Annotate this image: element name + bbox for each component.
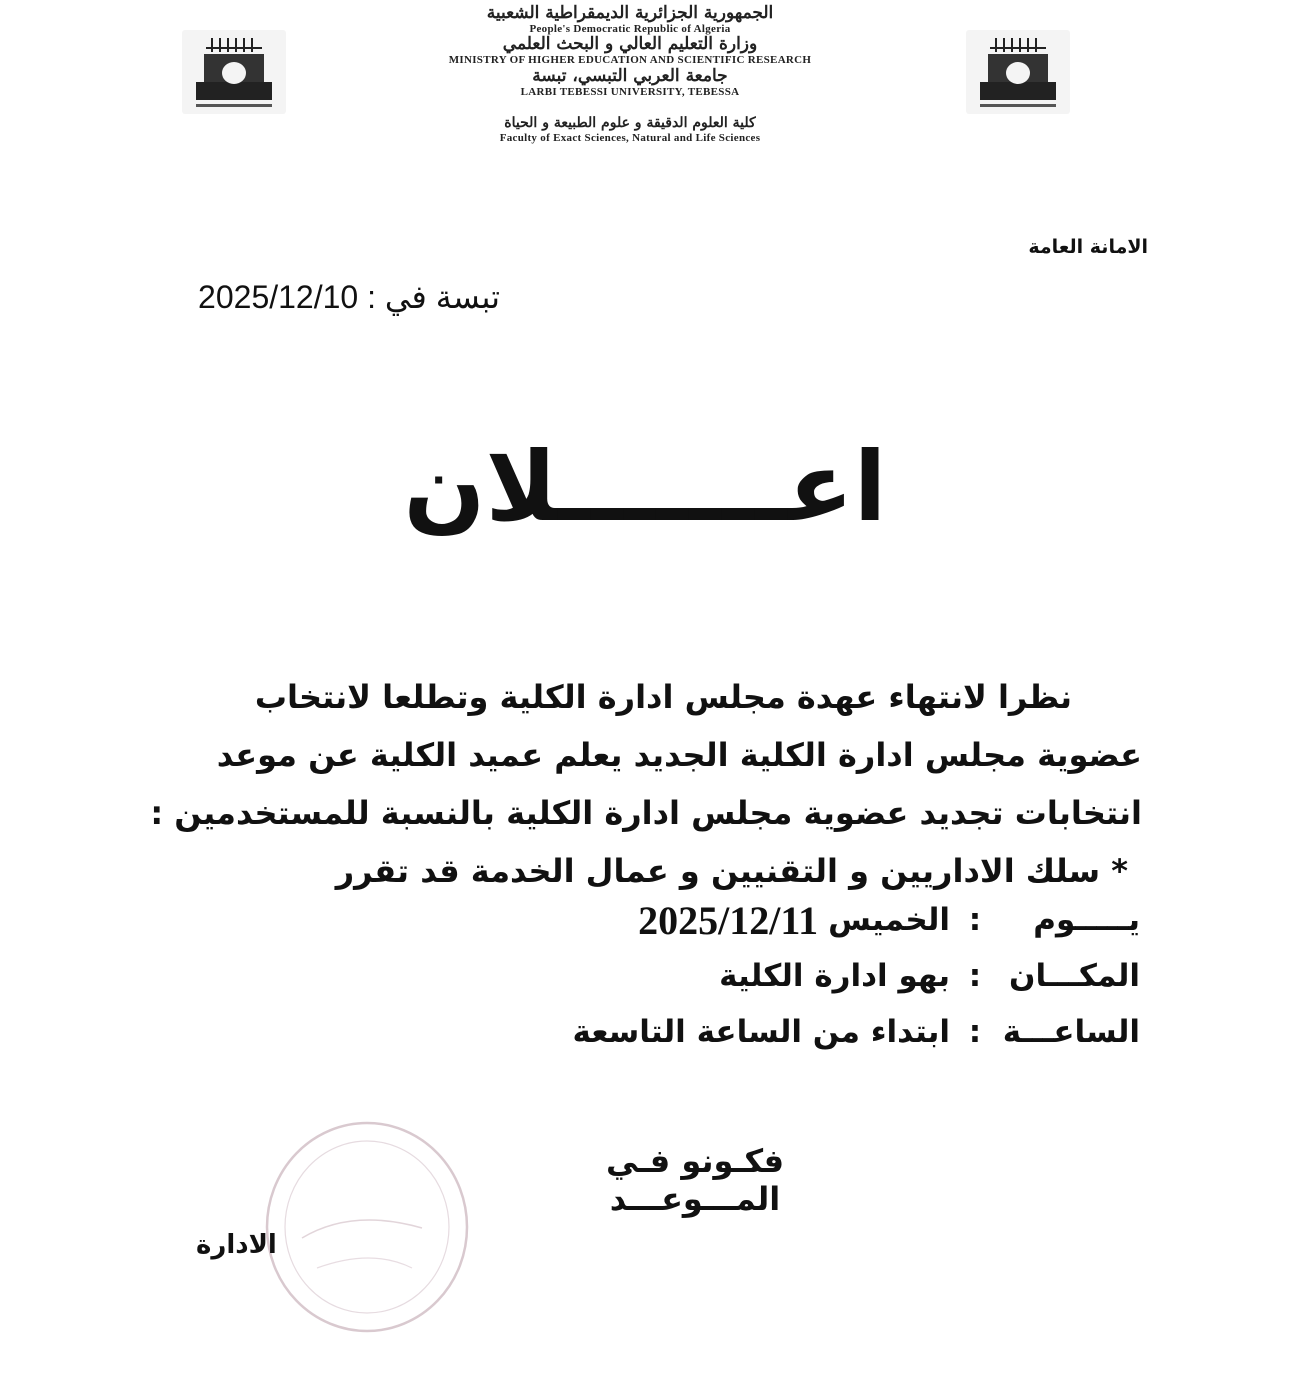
place-colon: : <box>968 958 982 994</box>
university-logo-icon <box>182 30 286 114</box>
ministry-arabic: وزارة التعليم العالي و البحث العلمي <box>502 34 758 55</box>
signature-administration: الادارة <box>196 1230 277 1260</box>
election-details <box>500 892 1140 1060</box>
ministry-english: MINISTRY OF HIGHER EDUCATION AND SCIENTIFIC RESEARCH <box>448 54 812 67</box>
university-logo-icon <box>966 30 1070 114</box>
stamp-icon <box>262 1118 472 1336</box>
detail-row-place <box>500 948 1140 1004</box>
time-colon: : <box>968 1014 982 1050</box>
body-line-4: * سلك الاداريين و التقنيين و عمال الخدمة قد تقرر <box>335 852 1128 890</box>
body-line-2: عضوية مجلس ادارة الكلية الجديد يعلم عميد الكلية عن موعد <box>216 736 1142 774</box>
university-english: LARBI TEBESSI UNIVERSITY, TEBESSA <box>520 85 740 98</box>
detail-row-time <box>500 1004 1140 1060</box>
body-line-3: انتخابات تجديد عضوية مجلس ادارة الكلية بالنسبة للمستخدمين : <box>150 794 1142 832</box>
issue-date-line <box>150 278 500 316</box>
faculty-english: Faculty of Exact Sciences, Natural and Life Sciences <box>499 131 761 144</box>
official-stamp <box>262 1118 472 1336</box>
place-value: بهو ادارة الكلية <box>719 958 950 994</box>
announcement-body <box>150 668 1142 900</box>
university-logo-left <box>182 30 286 114</box>
day-colon: : <box>968 902 982 938</box>
announcement-title: اعـــــــلان <box>403 431 887 543</box>
body-line-1: نظرا لانتهاء عهدة مجلس ادارة الكلية وتطلعا لانتخاب <box>254 678 1072 716</box>
day-label: يـــــوم <box>1033 902 1140 938</box>
place-label: المكـــان <box>1009 958 1140 994</box>
university-arabic: جامعة العربي التبسي، تبسة <box>532 65 728 86</box>
letterhead <box>350 4 910 144</box>
issue-date-prefix: تبسة في : <box>367 279 500 315</box>
detail-row-day <box>500 892 1140 948</box>
time-value: ابتداء من الساعة التاسعة <box>572 1014 950 1050</box>
secretariat-label: الامانة العامة <box>1028 236 1148 258</box>
time-label: الساعـــة <box>1002 1014 1140 1050</box>
republic-english: People's Democratic Republic of Algeria <box>529 23 731 36</box>
closing-phrase: فكـونو فـي المـــوعـــد <box>605 1142 785 1218</box>
day-name: الخميس <box>828 902 950 938</box>
faculty-arabic: كلية العلوم الدقيقة و علوم الطبيعة و الحياة <box>504 115 756 132</box>
issue-date-value: 2025/12/10 <box>198 279 359 315</box>
day-date: 2025/12/11 <box>638 897 819 943</box>
republic-arabic: الجمهورية الجزائرية الديمقراطية الشعبية <box>486 3 774 23</box>
university-logo-right <box>966 30 1070 114</box>
